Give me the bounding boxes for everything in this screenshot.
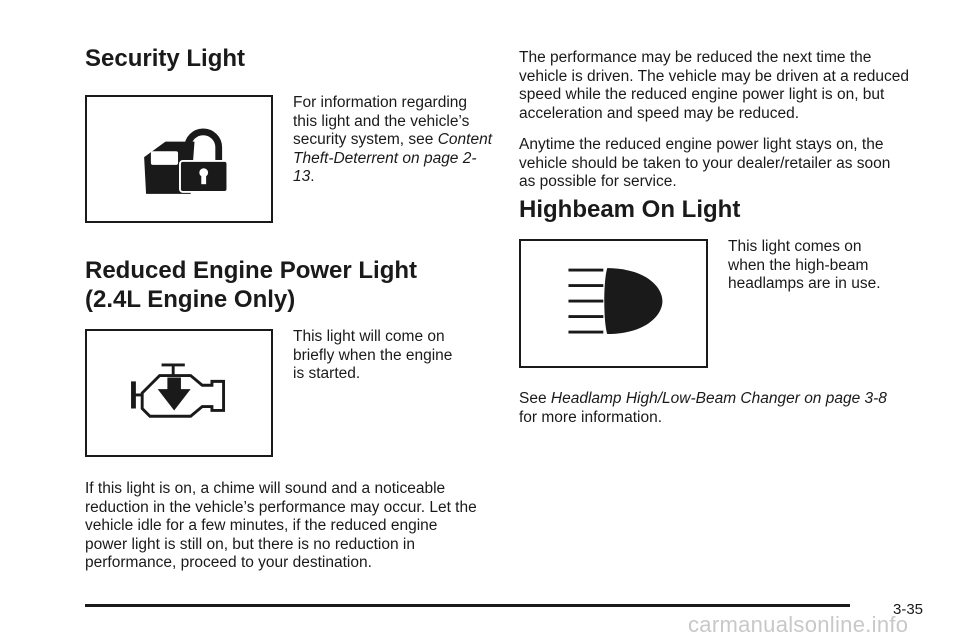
performance-paragraph: The performance may be reduced the next time the vehicle is driven. The vehicle may be driven at a reduced speed while the reduced engine power light is on, but acceleration and speed may be reduced. bbox=[519, 49, 910, 122]
security-light-heading: Security Light bbox=[85, 45, 246, 72]
security-light-description bbox=[293, 94, 493, 187]
security-lock-icon bbox=[87, 97, 271, 221]
reduced-engine-side-text: This light will come on briefly when the engine is started. bbox=[293, 328, 453, 382]
security-light-period: . bbox=[310, 168, 315, 185]
highbeam-heading: Highbeam On Light bbox=[519, 196, 741, 223]
security-light-link[interactable]: Content Theft-Deterrent on page 2-13 bbox=[293, 131, 493, 185]
engine-reduced-power-icon bbox=[87, 331, 271, 455]
security-light-text: For information regarding this light and the vehicle’s security system, see bbox=[293, 94, 470, 148]
reduced-engine-body: If this light is on, a chime will sound and a noticeable reduction in the vehicle’s performance may occur. Let the vehicle idle for a few minutes, if the reduced engine power light is still on, but there is no reduction in performance, proceed to your destination. bbox=[85, 480, 477, 571]
security-light-icon-box bbox=[85, 95, 273, 223]
highbeam-see-suffix: for more information. bbox=[519, 408, 662, 426]
right-column-text bbox=[519, 49, 909, 205]
highbeam-see-prefix: See bbox=[519, 390, 551, 407]
reduced-engine-heading-line1: Reduced Engine Power Light bbox=[85, 257, 418, 284]
footer-rule bbox=[85, 604, 850, 607]
highbeam-see-text bbox=[519, 390, 919, 427]
page-number: 3-35 bbox=[893, 601, 924, 618]
highbeam-side-text: This light comes on when the high-beam headlamps are in use. bbox=[728, 238, 881, 292]
service-paragraph: Anytime the reduced engine power light stays on, the vehicle should be taken to your dealer/retailer as soon as possible for service. bbox=[519, 136, 891, 190]
reduced-engine-heading bbox=[85, 256, 417, 314]
reduced-engine-heading-line2: (2.4L Engine Only) bbox=[85, 286, 296, 313]
highbeam-link[interactable]: Headlamp High/Low-Beam Changer on page 3-8 bbox=[550, 390, 887, 407]
reduced-engine-icon-box bbox=[85, 329, 273, 457]
highbeam-icon-box bbox=[519, 239, 708, 368]
watermark: carmanualsonline.info bbox=[688, 612, 909, 637]
high-beam-icon bbox=[521, 241, 706, 366]
